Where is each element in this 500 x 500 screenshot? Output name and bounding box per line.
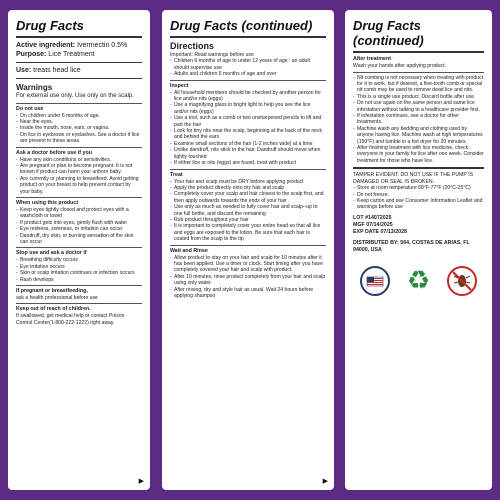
list-item: - Rub product throughout your hair — [170, 217, 326, 223]
divider — [170, 36, 326, 38]
list-item: - If either lice or nits (eggs) are found, treat with product — [170, 160, 326, 166]
list-item: - Unlike dandruff, nits stick to the hair. Dandruff should move when lightly touched — [170, 147, 326, 160]
list-item: - Have any skin conditions or sensitivities. — [16, 157, 142, 163]
do-not-use-list — [16, 113, 142, 145]
list-item: - Keep carton and see Consumer Information Leaflet and warnings before use — [353, 198, 484, 211]
list-item: - Store at room temperature 68°F-77°F (20°C-25°C) — [353, 185, 484, 191]
purpose — [16, 50, 142, 59]
divider — [16, 197, 142, 198]
divider — [16, 36, 142, 38]
list-item: - If product gets into eyes, gently flush with water — [16, 220, 142, 226]
purpose-label: Purpose: — [16, 51, 47, 58]
list-item: - Look for tiny nits near the scalp, beginning at the back of the neck and behind the ears — [170, 128, 326, 141]
divider — [170, 169, 326, 170]
inspect-list — [170, 90, 326, 167]
expiry-date: EXP DATE 07/13/2028 — [353, 228, 407, 235]
tamper-evident-text: TAMPER EVIDENT: DO NOT USE IF THE PUMP IS DAMAGED OR SEAL IS BROKEN. — [353, 172, 474, 185]
lot-info — [353, 215, 484, 236]
list-item: - If infestation continues, see a doctor for other treatments. — [353, 113, 484, 126]
after-treatment-text: Wash your hands after applying product. — [353, 63, 446, 69]
when-using-heading: When using this product — [16, 199, 79, 206]
ask-doctor-heading: Ask a doctor before use if you — [16, 149, 92, 156]
list-item: - Rash develops — [16, 277, 142, 283]
keep-out-text: If swallowed, get medical help or contact Poison Control Center(1-800-222-1222) right away. — [16, 313, 125, 326]
recycle-icon: ♻ — [406, 265, 431, 296]
after-treatment-heading: After treatment — [353, 56, 391, 62]
warnings-heading: Warnings — [16, 83, 53, 92]
list-item: - Apply the product directly onto dry hair and scalp — [170, 185, 326, 191]
pregnant-heading: If pregnant or breastfeeding, — [16, 288, 88, 295]
list-item: - Do not use again on the same person and same lice infestation without talking to a healthcare provider first. — [353, 100, 484, 113]
divider — [16, 285, 142, 286]
divider — [16, 147, 142, 148]
use-value: treats head lice — [33, 67, 81, 74]
active-ingredient-label: Active ingredient: — [16, 42, 76, 49]
divider — [16, 247, 142, 248]
drug-facts-panel-1 — [8, 10, 150, 490]
treat-list — [170, 179, 326, 243]
drug-facts-panel-3 — [345, 10, 492, 490]
divider — [16, 78, 142, 79]
divider — [170, 245, 326, 246]
divider — [353, 167, 484, 169]
drug-facts-panel-2 — [162, 10, 334, 490]
list-item: - Are pregnant or plan to become pregnant. It is not known if product can harm your unborn baby. — [16, 163, 142, 176]
inspect-heading: Inspect — [170, 82, 189, 89]
warnings-subtext: For external use only. Use only on the scalp. — [16, 93, 134, 99]
list-item: - Eye irritation occurs — [16, 264, 142, 270]
divider — [16, 62, 142, 63]
divider — [353, 72, 484, 73]
list-item: - After 10 minutes, rinse product completely from your hair and scalp using only water. — [170, 274, 326, 287]
list-item: - Keep eyes tightly closed and protect eyes with a washcloth or towel — [16, 207, 142, 220]
pregnant-text: ask a health professional before use — [16, 295, 98, 302]
list-item: - Use a magnifying glass in bright light to help you see the lice and/or nits (eggs) — [170, 102, 326, 115]
list-item: - Dandruff, dry skin, or burning sensation of the skin can occur — [16, 233, 142, 246]
manufacture-date: MGF 07/14/2025 — [353, 221, 393, 228]
active-ingredient-value: Ivermectin 0.5% — [77, 42, 128, 49]
list-item: - After rinsing, dry and style hair as usual. Wait 24 hours before applying shampoo — [170, 287, 326, 300]
list-item: - Nit combing is not necessary when treating with product for it to work, but if desired, a fine-tooth comb or special nit comb may be used to remove dead lice and nits. — [353, 75, 484, 94]
panel-title: Drug Facts (continued) — [170, 18, 313, 33]
use — [16, 66, 142, 75]
lice-icon — [449, 268, 475, 294]
stop-use-heading: Stop use and ask a doctor if — [16, 250, 87, 257]
list-item: - Eye redness, soreness, or irritation can occur — [16, 226, 142, 232]
do-not-use-heading: Do not use — [16, 105, 44, 112]
badges — [353, 266, 484, 296]
directions-list — [170, 58, 326, 77]
list-item: - Machine wash any bedding and clothing used by anyone having lice. Machine wash at high temperatures (150°F) and tumble in a hot dryer for 20 minutes. — [353, 126, 484, 145]
flag-icon — [362, 268, 388, 294]
list-item: - Use a tool, such as a comb or two unsharpened pencils to lift and part the hair — [170, 115, 326, 128]
divider — [353, 51, 484, 53]
panel-title: Drug Facts — [16, 18, 84, 33]
list-item: - This is a single use product. Discard bottle after use. — [353, 94, 484, 100]
list-item: - On lice in eyebrows or eyelashes. See a doctor if lice are present in these areas. — [16, 132, 142, 145]
list-item: - It is important to completely cover your entire head so that all lice and eggs are exposed to the lotion. Be sure that each hair is coated from the scalp to the tip — [170, 223, 326, 242]
list-item: - All household members should be checked by another person for lice and/or nits (eggs) — [170, 90, 326, 103]
list-item: - On children under 6 months of age. — [16, 113, 142, 119]
continue-arrow-icon: ▶ — [138, 478, 144, 485]
divider — [16, 303, 142, 304]
use-label: Use: — [16, 67, 32, 74]
keep-out-heading: Keep out of reach of children. — [16, 306, 91, 313]
list-item: - Are currently or planning to breastfeed. Avoid getting product on your breast to help prevent contact by your baby. — [16, 176, 142, 195]
divider — [16, 103, 142, 104]
list-item: - Allow product to stay on your hair and scalp for 10 minutes after it has been applied. Use a timer or clock. Start timing after you have completely covered your hair and scalp with product. — [170, 255, 326, 274]
purpose-value: Lice Treatment — [48, 51, 95, 58]
wait-rinse-heading: Wait and Rinse — [170, 247, 208, 254]
continue-arrow-icon: ▶ — [322, 478, 328, 485]
lot-number: LOT #14072025 — [353, 214, 392, 221]
treat-heading: Treat — [170, 171, 183, 178]
storage-list — [353, 185, 484, 211]
list-item: - After finishing treatment with lice medicine, check everyone in your family for lice after one week. Consider treatment for those who have lice. — [353, 145, 484, 164]
list-item: - Examine small sections of the hair (1-2 inches wide) at a time — [170, 141, 326, 147]
list-item: - Skin or scalp irritation continues or infection occurs — [16, 270, 142, 276]
ask-doctor-list — [16, 157, 142, 195]
list-item: - Do not freeze. — [353, 192, 484, 198]
active-ingredient — [16, 41, 142, 50]
list-item: - Completely cover your scalp and hair closest to the scalp first, and then apply outwards towards the ends of your hair — [170, 191, 326, 204]
directions-intro: Important: Read warnings before use — [170, 52, 254, 58]
list-item: - Children 6 months of age to under 12 years of age : an adult should supervise use — [170, 58, 326, 71]
distributor: DISTRIBUTED BY: 564, COSTAS DE ARIAS, FL 94000, USA — [353, 239, 470, 253]
list-item: - Adults and children 6 months of age and over — [170, 71, 326, 77]
directions-heading: Directions — [170, 41, 215, 51]
when-using-list — [16, 207, 142, 245]
list-item: - Your hair and scalp must be DRY before applying product — [170, 179, 326, 185]
divider — [170, 80, 326, 81]
stop-use-list — [16, 257, 142, 283]
no-lice-icon — [447, 266, 477, 296]
panel-title: Drug Facts (continued) — [353, 18, 424, 48]
list-item: - Near the eyes. — [16, 119, 142, 125]
list-item: - Breathing difficulty occurs — [16, 257, 142, 263]
list-item: - Inside the mouth, nose, ears, or vagina. — [16, 125, 142, 131]
made-in-usa-icon — [360, 266, 390, 296]
after-treatment-list — [353, 75, 484, 165]
list-item: - Use only as much as needed to fully cover hair and scalp--up to one full bottle, and discard the remaining — [170, 204, 326, 217]
wait-rinse-list — [170, 255, 326, 300]
